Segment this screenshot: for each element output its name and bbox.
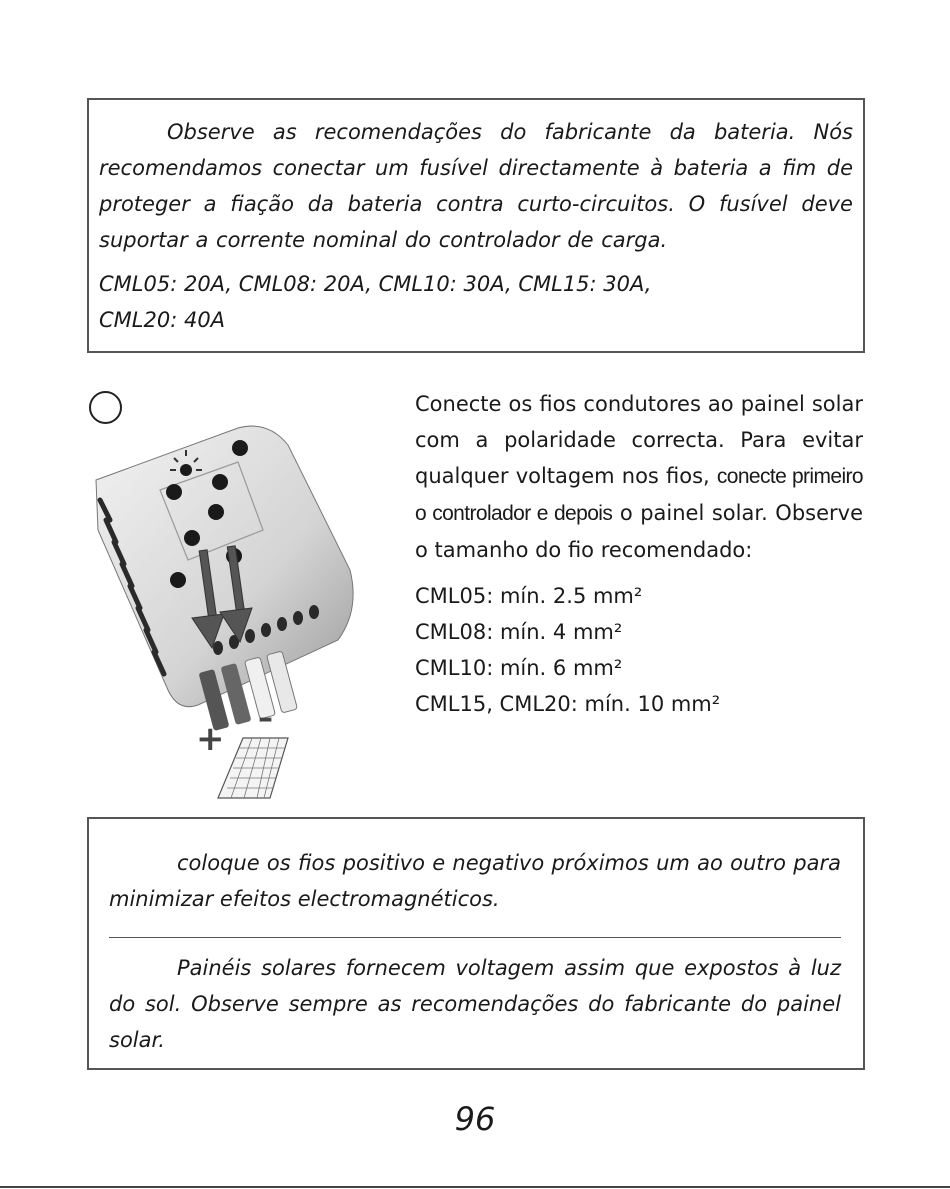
- spec-cml10: CML10: mín. 6 mm²: [415, 656, 623, 680]
- fuse-ratings: [99, 266, 853, 338]
- wiring-instructions: [415, 386, 863, 722]
- battery-fuse-note-box: [87, 98, 865, 353]
- spec-cml05: CML05: mín. 2.5 mm²: [415, 584, 643, 608]
- solar-panel-icon: [218, 738, 288, 798]
- fuse-ratings-line-2: CML20: 40A: [99, 308, 226, 332]
- instruction-part-3: o painel solar. Observe o tamanho do fio recomendado:: [415, 501, 863, 562]
- page-number: 96: [454, 1100, 496, 1138]
- spec-cml08: CML08: mín. 4 mm²: [415, 620, 623, 644]
- wire-proximity-note: coloque os fios positivo e negativo próximos um ao outro para minimizar efeitos electromagnéticos.: [109, 851, 841, 911]
- instruction-part-1: Conecte os fios condutores ao painel solar com a polaridade correcta. Para evitar qualquer voltagem nos fios,: [415, 392, 863, 488]
- page-bottom-rule: [0, 1186, 950, 1188]
- spec-cml15-cml20: CML15, CML20: mín. 10 mm²: [415, 692, 721, 716]
- fuse-ratings-line-1: CML05: 20A, CML08: 20A, CML10: 30A, CML15: 30A,: [99, 272, 652, 296]
- solar-voltage-note: Painéis solares fornecem voltagem assim que expostos à luz do sol. Observe sempre as recomendações do fabricante do painel solar.: [109, 956, 841, 1052]
- instruction-part-2: conecte primeiro o controlador e depois: [415, 465, 863, 525]
- minus-sign: –: [258, 701, 273, 736]
- notes-divider: [109, 937, 841, 938]
- fuse-note-text: [99, 114, 853, 258]
- fuse-note-line-1: Observe as recomendações do fabricante da bateria. Nós recomendamos conectar um fusível directamente à bateria a fim de proteger a fiação da bateria contra curto-circuitos. O: [99, 120, 853, 216]
- plus-sign: +: [196, 719, 225, 759]
- instruction-paragraph: [415, 386, 863, 568]
- fuse-note-line-2: fusível deve suportar a corrente nominal do controlador de carga.: [99, 192, 853, 252]
- controller-wiring-illustration: [88, 420, 368, 800]
- wiring-notes-box: [87, 817, 865, 1070]
